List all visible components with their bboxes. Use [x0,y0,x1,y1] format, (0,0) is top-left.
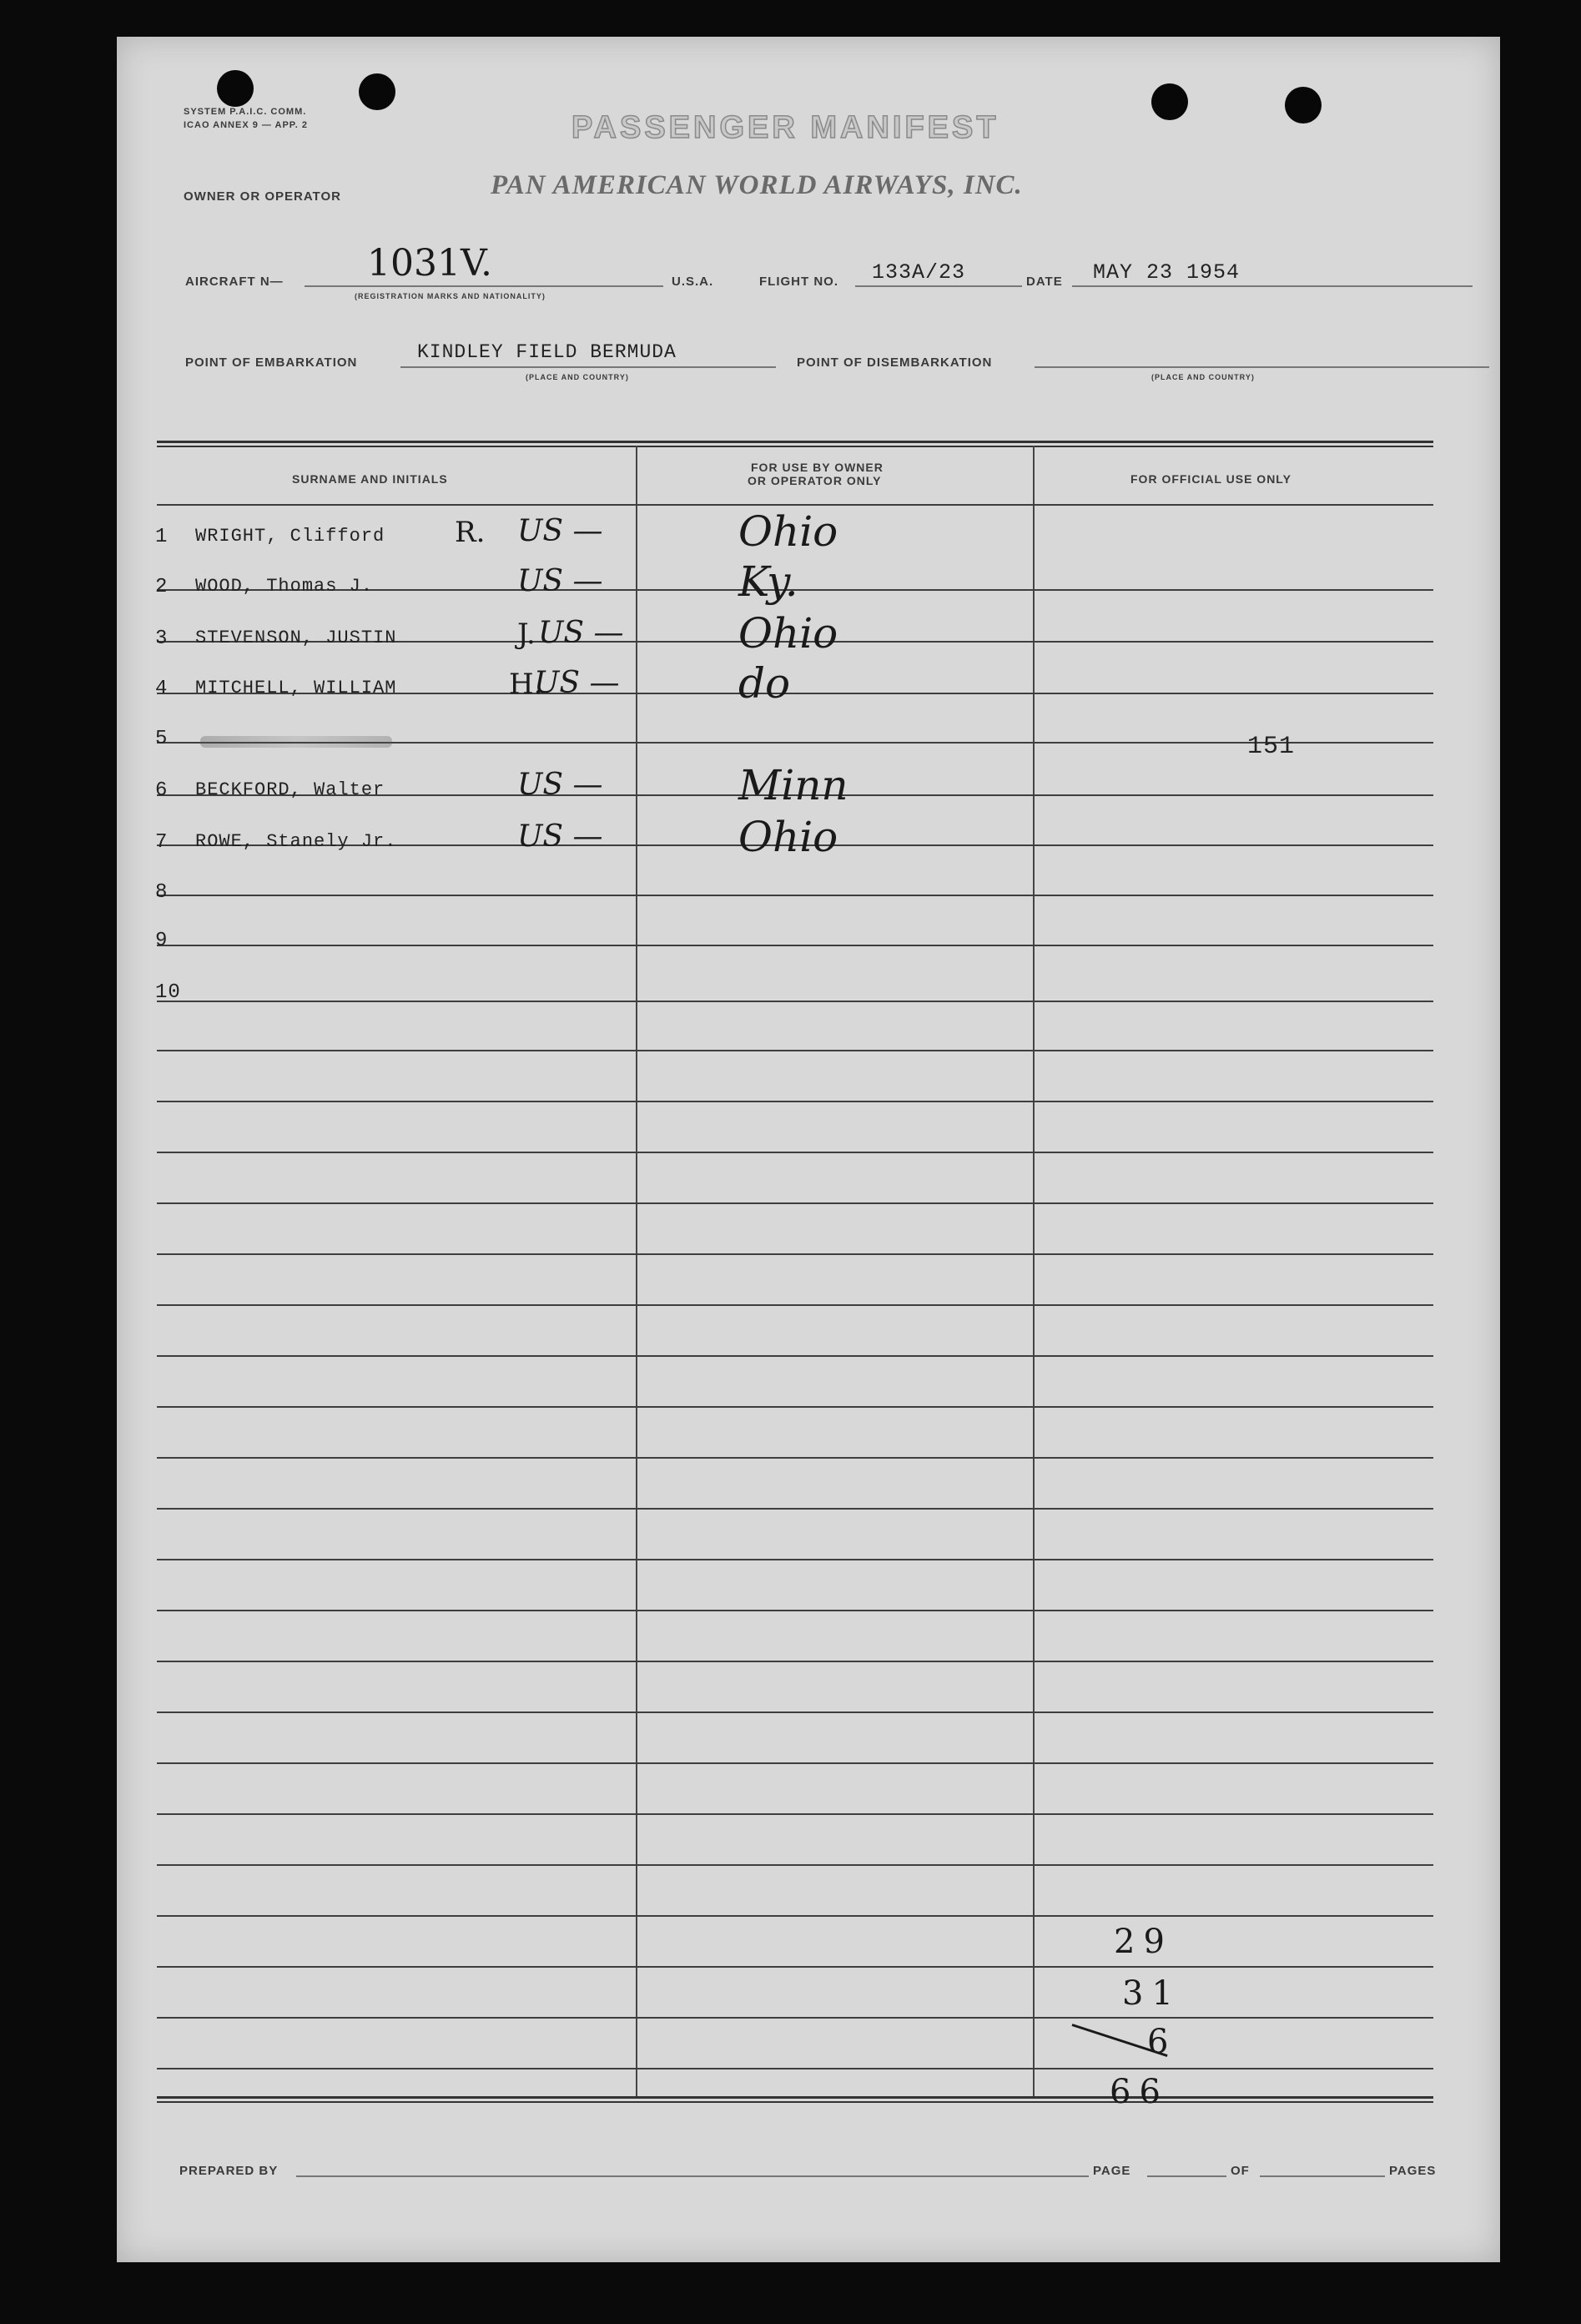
form-reference: SYSTEM P.A.I.C. COMM. [184,107,307,117]
owner-label: OWNER OR OPERATOR [184,189,341,204]
state-entry: Ohio [738,813,838,861]
ruled-line [157,1559,1433,1560]
aircraft-underline [305,285,663,287]
column-header-operator: FOR USE BY OWNER [751,461,884,474]
official-entry: 151 [1247,733,1296,761]
embarkation-label: POINT OF EMBARKATION [185,355,358,370]
form-reference: ICAO ANNEX 9 — APP. 2 [184,120,308,130]
ruled-line [157,1101,1433,1102]
erased-entry [200,736,392,748]
punch-hole [217,70,254,107]
punch-hole [359,73,395,110]
passenger-name: WOOD, Thomas J. [195,576,374,597]
place-caption: (PLACE AND COUNTRY) [1151,373,1255,381]
ruled-line [157,1202,1433,1204]
prepared-label: PREPARED BY [179,2164,279,2178]
ruled-line [157,1253,1433,1255]
embarkation-value: KINDLEY FIELD BERMUDA [417,341,677,363]
row-number: 2 [155,576,169,598]
nationality-mark: US — [538,616,624,650]
place-caption: (PLACE AND COUNTRY) [526,373,629,381]
passenger-name: MITCHELL, WILLIAM [195,678,397,698]
ruled-line [157,1050,1433,1051]
tally-number: 29 [1114,1923,1173,1961]
row-number: 4 [155,678,169,700]
passenger-initial: H. [509,668,543,701]
country-label: U.S.A. [672,275,714,289]
row-number: 5 [155,728,169,750]
ruled-line [157,1457,1433,1459]
column-header-official: FOR OFFICIAL USE ONLY [1130,472,1291,486]
state-entry: do [738,659,791,708]
table-bottom-rule [157,2101,1433,2103]
ruled-line [157,1864,1433,1866]
passenger-name: ROWE, Stanely Jr. [195,831,397,852]
ruled-line [157,895,1433,896]
page-label: PAGE [1093,2164,1131,2178]
nationality-mark: US — [517,819,603,854]
column-header-surname: SURNAME AND INITIALS [292,472,448,486]
state-entry: Ky. [738,557,798,606]
ruled-line [157,945,1433,946]
row-number: 9 [155,930,169,952]
date-label: DATE [1026,275,1063,289]
tally-number: 31 [1122,1974,1181,2013]
column-header-operator: OR OPERATOR ONLY [748,474,882,487]
ruled-line [157,1966,1433,1968]
date-underline [1072,285,1473,287]
passenger-name: BECKFORD, Walter [195,779,385,800]
ruled-line [157,2017,1433,2019]
flight-underline [855,285,1022,287]
ruled-line [157,1001,1433,1002]
ruled-line [157,1661,1433,1662]
state-entry: Minn [738,761,848,809]
passenger-name: WRIGHT, Clifford [195,526,385,547]
ruled-line [157,1610,1433,1611]
nationality-mark: US — [517,768,603,802]
row-number: 3 [155,628,169,650]
nationality-mark: US — [517,564,603,598]
table-top-rule [157,446,1433,447]
nationality-mark: US — [517,514,603,548]
ruled-line [157,1406,1433,1408]
ruled-line [157,504,1433,506]
form-title: PASSENGER MANIFEST [571,110,999,145]
state-entry: Ohio [738,507,838,556]
passenger-initial: J. [517,618,536,651]
owner-value: PAN AMERICAN WORLD AIRWAYS, INC. [491,170,1023,200]
page-underline [1147,2175,1226,2177]
tally-number: 66 [1110,2073,1169,2111]
of-underline [1260,2175,1385,2177]
ruled-line [157,1355,1433,1357]
state-entry: Ohio [738,609,838,658]
aircraft-label: AIRCRAFT N— [185,275,284,289]
manifest-sheet [117,37,1500,2262]
disembarkation-label: POINT OF DISEMBARKATION [797,355,993,370]
ruled-line [157,1762,1433,1764]
punch-hole [1285,87,1322,124]
ruled-line [157,1711,1433,1713]
ruled-line [157,1813,1433,1815]
flight-label: FLIGHT NO. [759,275,838,289]
date-value: MAY 23 1954 [1093,260,1241,285]
row-number: 8 [155,881,169,904]
flight-value: 133A/23 [872,260,966,285]
passenger-initial: R. [455,516,486,549]
row-number: 7 [155,831,169,854]
ruled-line [157,1508,1433,1510]
ruled-line [157,1915,1433,1917]
registration-caption: (REGISTRATION MARKS AND NATIONALITY) [355,292,546,300]
aircraft-value: 1031V. [367,242,493,285]
ruled-line [157,1304,1433,1306]
table-bottom-rule [157,2096,1433,2099]
row-number: 1 [155,526,169,548]
embarkation-underline [400,366,776,368]
pages-label: PAGES [1389,2164,1437,2178]
ruled-line [157,2068,1433,2069]
disembarkation-underline [1035,366,1489,368]
passenger-name: STEVENSON, JUSTIN [195,628,397,648]
table-top-rule [157,441,1433,443]
nationality-mark: US — [534,666,620,700]
prepared-underline [296,2175,1089,2177]
of-label: OF [1231,2164,1250,2178]
ruled-line [157,1152,1433,1153]
row-number: 10 [155,981,181,1004]
tally-number: 6 [1147,2023,1177,2061]
row-number: 6 [155,779,169,802]
punch-hole [1151,83,1188,120]
